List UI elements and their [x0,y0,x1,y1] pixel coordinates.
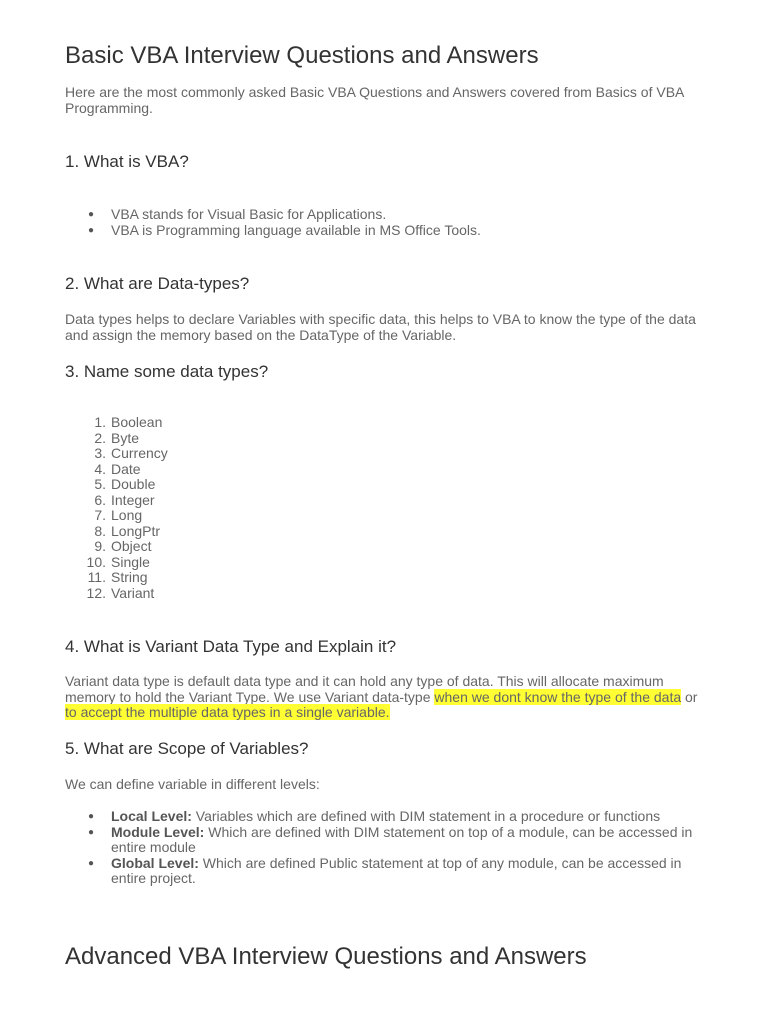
list-item: 2. Byte [94,429,140,446]
list-item: ● VBA is Programming language available in MS Office Tools. [88,221,481,238]
list-item: 5. Double [94,476,156,492]
question-4-heading: 4. What is Variant Data Type and Explain it? [65,637,397,656]
level-term: Module Level: [111,823,205,840]
bullet-icon: ● [88,857,95,869]
question-1-heading: 1. What is VBA? [65,152,189,171]
question-3-heading: 3. Name some data types? [65,362,269,381]
list-item: ● Module Level: Which are defined with DIM statement on top of a module, can be accessed in entire module [88,823,693,855]
list-item: 10. Single [86,553,150,570]
question-2-answer: Data types helps to declare Variables with specific data, this helps to VBA to know the type of the data and assign the memory based on the DataType of the Variable. [65,311,696,343]
level-term: Global Level: [111,854,199,871]
level-term: Local Level: [111,808,192,824]
question-4-answer: Variant data type is default data type and it can hold any type of data. This will allocate maximum memory to hold the Variant Type. We use Variant data-type when we dont know the type of the data or to accept the multiple data types in a single variable. [65,673,698,720]
intro-paragraph: Here are the most commonly asked Basic VBA Questions and Answers covered from Basics of VBA Programming. [65,84,684,116]
bullet-icon: ● [88,224,95,236]
list-item: 9. Object [94,538,152,554]
list-item: 6. Integer [94,491,155,508]
list-item: 7. Long [94,507,143,523]
highlighted-text: to accept the multiple data types in a single variable. [65,704,390,720]
data-types-list [65,415,411,601]
question-2-heading: 2. What are Data-types? [65,274,250,293]
list-item: ● VBA stands for Visual Basic for Applications. [88,206,387,222]
list-item: ● Global Level: Which are defined Public statement at top of any module, can be accessed in entire project. [88,854,682,886]
list-item: 1. Boolean [94,414,163,430]
list-item: 8. LongPtr [94,522,161,539]
bullet-icon: ● [88,209,95,220]
list-item: 3. Currency [94,445,168,461]
question-5-intro: We can define variable in different levels: [65,776,320,792]
list-item: ● Local Level: Variables which are defined with DIM statement in a procedure or functions [88,808,661,824]
highlighted-text: when we dont know the type of the data [434,688,682,705]
bullet-icon: ● [88,826,95,838]
list-item: 4. Date [94,460,141,477]
list-item: 11. String [87,569,148,585]
question-5-heading: 5. What are Scope of Variables? [65,739,309,758]
page-title: Basic VBA Interview Questions and Answers [65,42,539,69]
advanced-section-title: Advanced VBA Interview Questions and Answers [65,943,587,970]
bullet-icon: ● [88,811,95,822]
scope-levels-list [65,809,711,887]
question-1-bullets [65,207,711,238]
list-item: 12. Variant [86,584,155,601]
